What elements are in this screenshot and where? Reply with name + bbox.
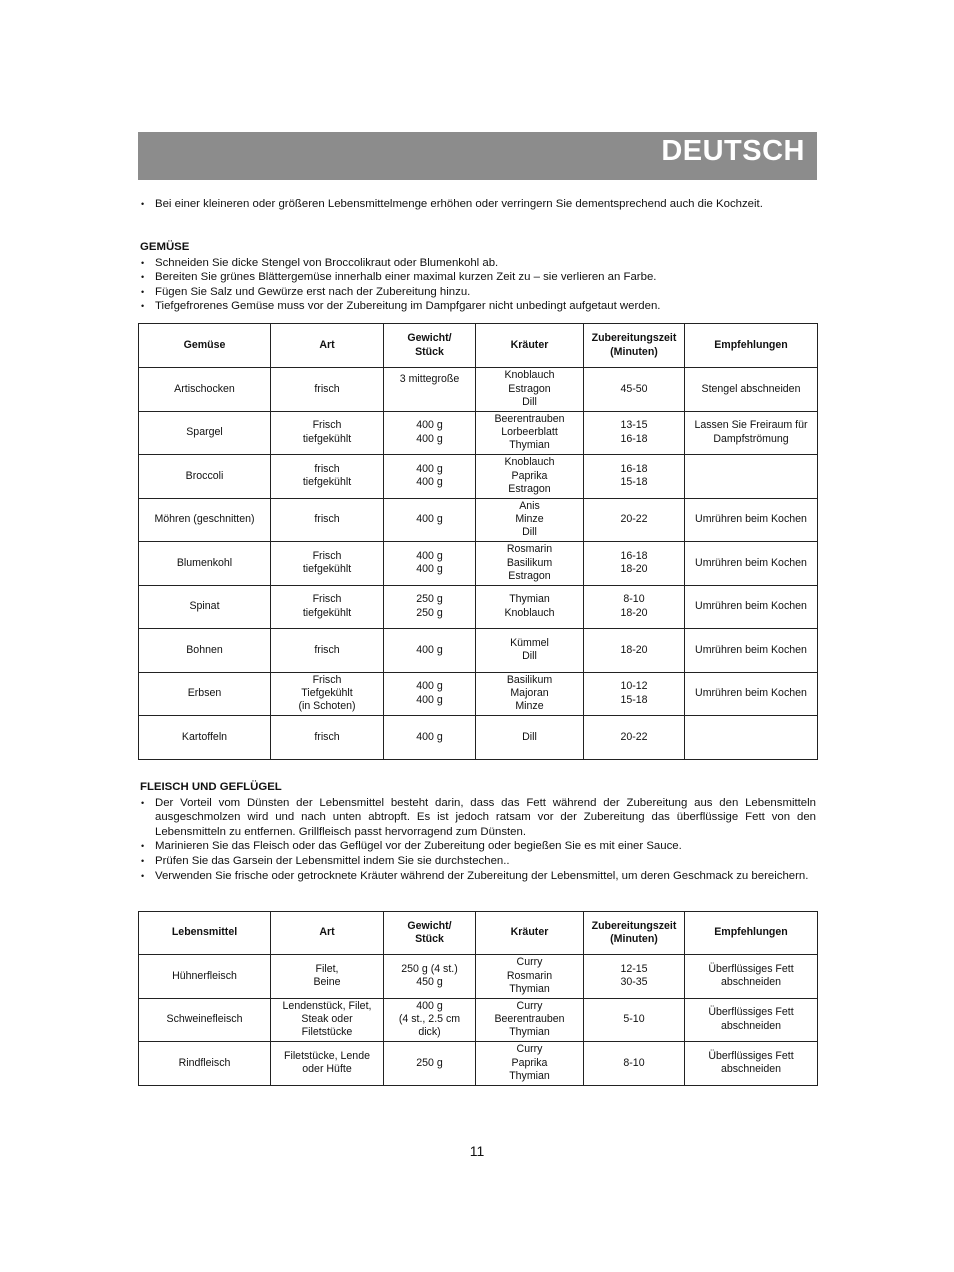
fleisch-table <box>138 911 818 1086</box>
table-cell: Filetstücke, Lende oder Hüfte <box>271 1042 384 1086</box>
table-row <box>139 716 818 760</box>
table-cell: Frisch Tiefgekühlt (in Schoten) <box>271 672 384 716</box>
table-cell: 400 g <box>384 716 476 760</box>
table-cell: Dill <box>476 716 584 760</box>
fleisch-bullet: • Marinieren Sie das Fleisch oder das Geflügel vor der Zubereitung oder begießen Sie es mit einer Sauce. <box>140 839 816 854</box>
table-cell: 250 g 250 g <box>384 585 476 629</box>
table-cell: 400 g 400 g <box>384 672 476 716</box>
fleisch-bullet: • Der Vorteil vom Dünsten der Lebensmittel besteht darin, dass das Fett während der Zubereitung aus den Lebensmitteln ausgeschmolzen wird und nach unten abtropft. Es ist jedoch ratsam vor der Zubereitung das überflüssige Fett von den Lebensmitteln zu entfernen. Grillfleisch passt hervorragend zum Dünsten. <box>140 796 816 840</box>
table-cell: Curry Paprika Thymian <box>476 1042 584 1086</box>
table-row <box>139 368 818 412</box>
table-cell: Filet, Beine <box>271 955 384 999</box>
table-cell: 400 g 400 g <box>384 411 476 455</box>
table-cell: 400 g (4 st., 2.5 cm dick) <box>384 998 476 1042</box>
page-number: 11 <box>469 1143 485 1159</box>
intro-bullet: • Bei einer kleineren oder größeren Lebensmittelmenge erhöhen oder verringern Sie dementsprechend auch die Kochzeit. <box>140 197 816 212</box>
table-cell: 5-10 <box>584 998 685 1042</box>
table-cell: 400 g <box>384 629 476 673</box>
table-cell: Frisch tiefgekühlt <box>271 542 384 586</box>
table-cell: Umrühren beim Kochen <box>685 585 818 629</box>
table-cell: Umrühren beim Kochen <box>685 672 818 716</box>
table-cell: Curry Beerentrauben Thymian <box>476 998 584 1042</box>
column-header: Lebensmittel <box>139 912 271 955</box>
table-cell: 8-10 18-20 <box>584 585 685 629</box>
table-cell: 400 g 400 g <box>384 455 476 499</box>
table-header-row <box>139 324 818 368</box>
table-cell: Thymian Knoblauch <box>476 585 584 629</box>
fleisch-bullet: • Verwenden Sie frische oder getrocknete Kräuter während der Zubereitung der Lebensmittel, um deren Geschmack zu bereichern. <box>140 869 816 884</box>
column-header: Art <box>271 324 384 368</box>
table-cell <box>685 455 818 499</box>
table-cell: Möhren (geschnitten) <box>139 498 271 542</box>
column-header: Gewicht/ Stück <box>384 324 476 368</box>
table-cell: 8-10 <box>584 1042 685 1086</box>
table-cell: Schweinefleisch <box>139 998 271 1042</box>
column-header: Empfehlungen <box>685 912 818 955</box>
intro-section <box>140 197 816 212</box>
table-cell: Anis Minze Dill <box>476 498 584 542</box>
column-header: Zubereitungszeit (Minuten) <box>584 912 685 955</box>
column-header: Gewicht/ Stück <box>384 912 476 955</box>
table-row <box>139 998 818 1042</box>
table-cell: Curry Rosmarin Thymian <box>476 955 584 999</box>
column-header: Art <box>271 912 384 955</box>
column-header: Zubereitungszeit (Minuten) <box>584 324 685 368</box>
table-cell: 12-15 30-35 <box>584 955 685 999</box>
table-cell: Rosmarin Basilikum Estragon <box>476 542 584 586</box>
table-cell: frisch <box>271 498 384 542</box>
table-cell: Lendenstück, Filet, Steak oder Filetstücke <box>271 998 384 1042</box>
table-cell: Spargel <box>139 411 271 455</box>
table-cell: Überflüssiges Fett abschneiden <box>685 998 818 1042</box>
table-cell: 3 mittegroße <box>384 368 476 412</box>
table-cell: 250 g <box>384 1042 476 1086</box>
column-header: Kräuter <box>476 324 584 368</box>
table-header-row <box>139 912 818 955</box>
table-cell: Frisch tiefgekühlt <box>271 585 384 629</box>
table-cell: 10-12 15-18 <box>584 672 685 716</box>
table-cell: Rindfleisch <box>139 1042 271 1086</box>
gemuese-title: GEMÜSE <box>140 241 190 253</box>
table-cell: Beerentrauben Lorbeerblatt Thymian <box>476 411 584 455</box>
table-cell: 400 g <box>384 498 476 542</box>
table-cell: Frisch tiefgekühlt <box>271 411 384 455</box>
fleisch-bullet: • Prüfen Sie das Garsein der Lebensmittel indem Sie sie durchstechen.. <box>140 854 816 869</box>
language-title: DEUTSCH <box>661 135 805 167</box>
table-cell: 16-18 15-18 <box>584 455 685 499</box>
table-cell: 13-15 16-18 <box>584 411 685 455</box>
fleisch-section <box>140 780 816 883</box>
table-cell: frisch <box>271 629 384 673</box>
table-cell: 16-18 18-20 <box>584 542 685 586</box>
table-row <box>139 955 818 999</box>
table-row <box>139 455 818 499</box>
table-cell: 20-22 <box>584 498 685 542</box>
table-cell: frisch <box>271 368 384 412</box>
table-cell: frisch <box>271 716 384 760</box>
table-cell: frisch tiefgekühlt <box>271 455 384 499</box>
table-cell <box>685 716 818 760</box>
table-cell: Artischocken <box>139 368 271 412</box>
table-cell: Stengel abschneiden <box>685 368 818 412</box>
table-cell: Basilikum Majoran Minze <box>476 672 584 716</box>
table-cell: Hühnerfleisch <box>139 955 271 999</box>
table-cell: Umrühren beim Kochen <box>685 542 818 586</box>
fleisch-title: FLEISCH UND GEFLÜGEL <box>140 781 282 793</box>
column-header: Kräuter <box>476 912 584 955</box>
gemuese-table <box>138 323 818 760</box>
column-header: Gemüse <box>139 324 271 368</box>
table-cell: Blumenkohl <box>139 542 271 586</box>
table-row <box>139 498 818 542</box>
table-cell: Knoblauch Paprika Estragon <box>476 455 584 499</box>
table-cell: Erbsen <box>139 672 271 716</box>
gemuese-bullet: • Fügen Sie Salz und Gewürze erst nach der Zubereitung hinzu. <box>140 285 816 300</box>
table-row <box>139 411 818 455</box>
table-cell: Überflüssiges Fett abschneiden <box>685 1042 818 1086</box>
table-row <box>139 672 818 716</box>
table-row <box>139 629 818 673</box>
column-header: Empfehlungen <box>685 324 818 368</box>
table-cell: Überflüssiges Fett abschneiden <box>685 955 818 999</box>
gemuese-section <box>140 240 816 314</box>
table-row <box>139 542 818 586</box>
table-cell: Kümmel Dill <box>476 629 584 673</box>
table-cell: 250 g (4 st.) 450 g <box>384 955 476 999</box>
table-row <box>139 585 818 629</box>
table-cell: Umrühren beim Kochen <box>685 629 818 673</box>
table-cell: Broccoli <box>139 455 271 499</box>
table-cell: 45-50 <box>584 368 685 412</box>
table-cell: 18-20 <box>584 629 685 673</box>
table-row <box>139 1042 818 1086</box>
language-header-bar <box>138 132 817 180</box>
table-cell: Knoblauch Estragon Dill <box>476 368 584 412</box>
table-cell: Lassen Sie Freiraum für Dampfströmung <box>685 411 818 455</box>
gemuese-bullet: • Bereiten Sie grünes Blättergemüse innerhalb einer maximal kurzen Zeit zu – sie verlieren an Farbe. <box>140 270 816 285</box>
table-cell: 20-22 <box>584 716 685 760</box>
table-cell: Spinat <box>139 585 271 629</box>
table-cell: Bohnen <box>139 629 271 673</box>
gemuese-bullet: • Schneiden Sie dicke Stengel von Broccolikraut oder Blumenkohl ab. <box>140 256 816 271</box>
table-cell: Umrühren beim Kochen <box>685 498 818 542</box>
table-cell: Kartoffeln <box>139 716 271 760</box>
gemuese-bullet: • Tiefgefrorenes Gemüse muss vor der Zubereitung im Dampfgarer nicht unbedingt aufgetaut werden. <box>140 299 816 314</box>
table-cell: 400 g 400 g <box>384 542 476 586</box>
